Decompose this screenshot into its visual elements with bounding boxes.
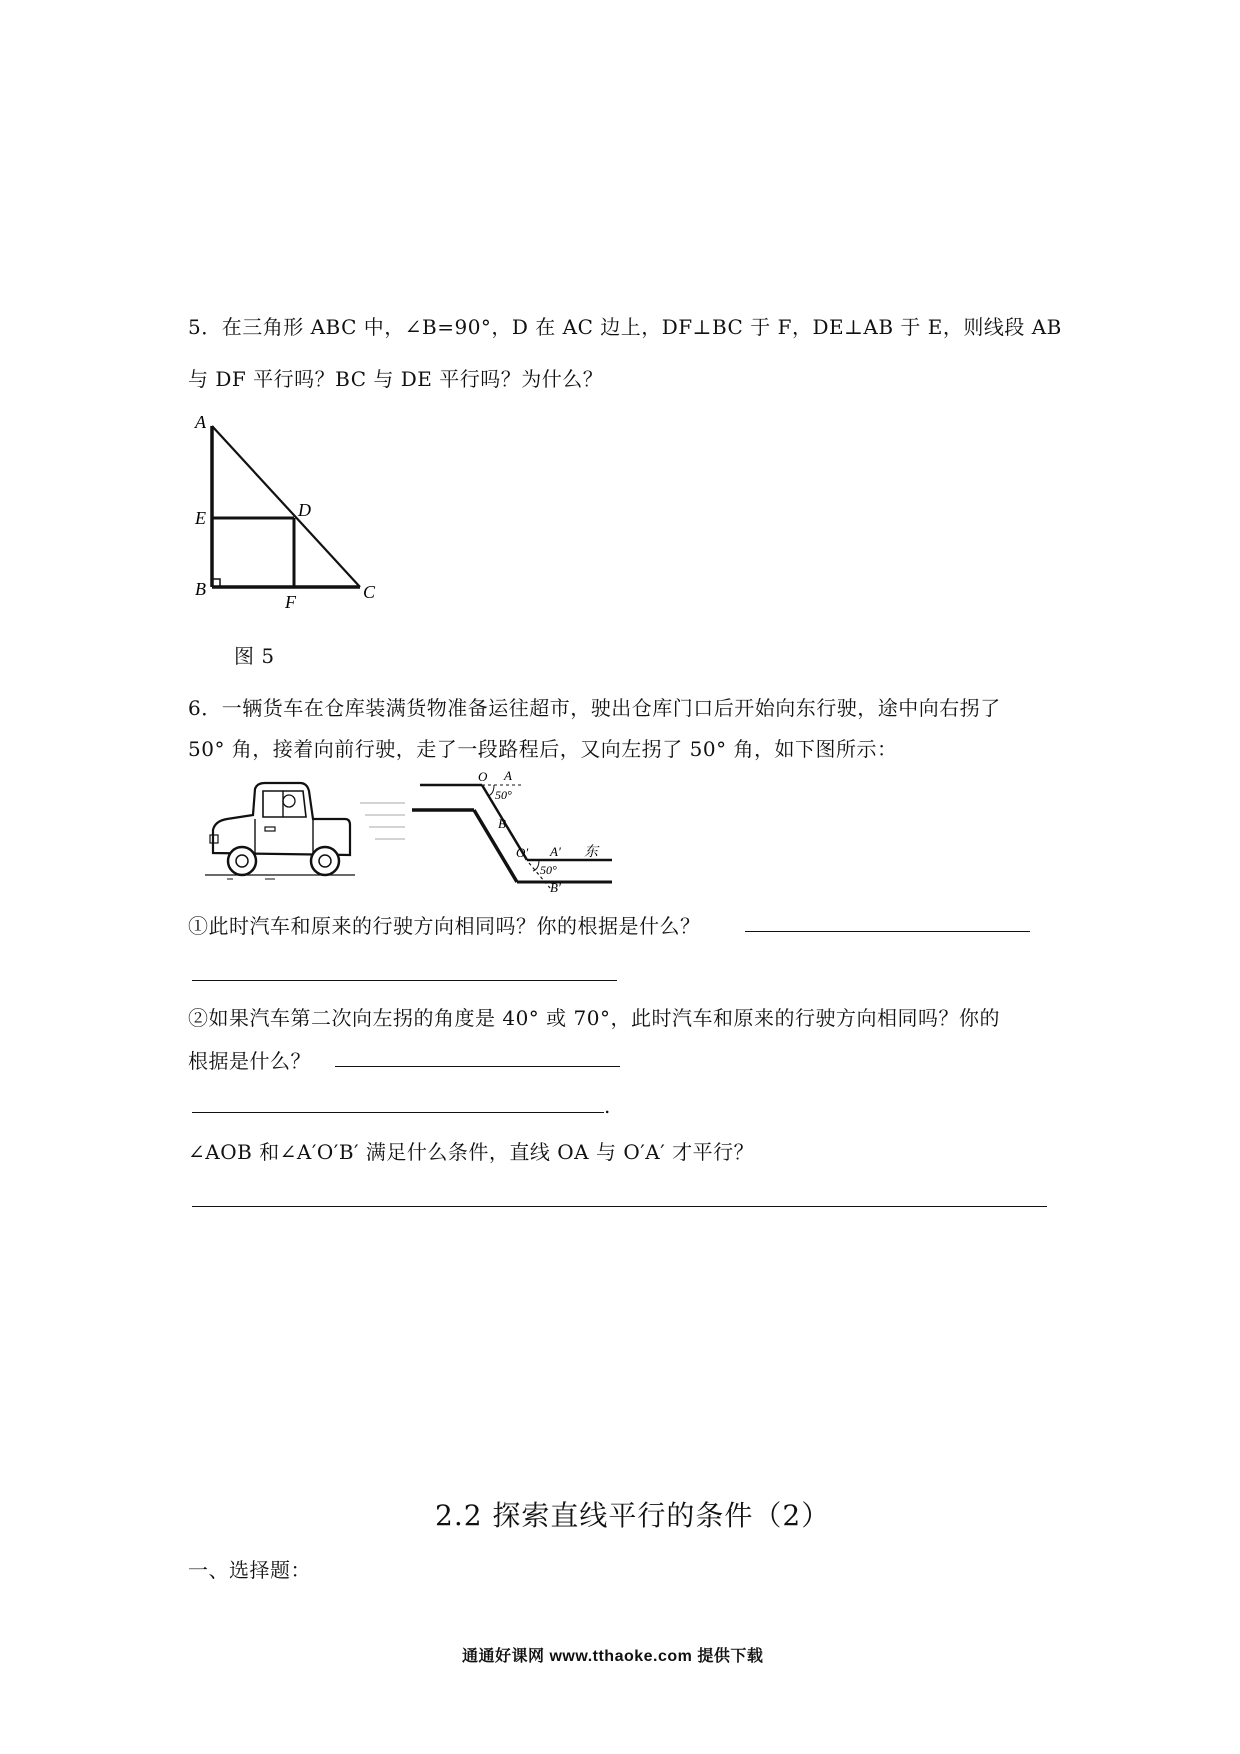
answer-blank-1a[interactable] [745, 931, 1030, 932]
page-footer: 通通好课网 www.tthaoke.com 提供下载 [462, 1648, 764, 1665]
answer-blank-3[interactable] [192, 1206, 1047, 1207]
section-heading: 一、选择题： [188, 1558, 311, 1582]
q6-sub1-text: ①此时汽车和原来的行驶方向相同吗？你的根据是什么？ [188, 914, 701, 938]
label-o-prime: O′ [516, 845, 529, 860]
label-b: B [498, 816, 506, 831]
q6-text-line1: 6．一辆货车在仓库装满货物准备运往超市，驶出仓库门口后开始向东行驶，途中向右拐了 [188, 696, 1001, 720]
label-a: A [504, 768, 512, 783]
answer-blank-2b[interactable] [192, 1112, 604, 1113]
label-d: D [298, 500, 311, 520]
truck-illustration [205, 775, 360, 885]
road-turn-diagram [412, 768, 622, 893]
answer-blank-1b[interactable] [192, 980, 617, 981]
q6-sub3-text: ∠AOB 和∠A′O′B′ 满足什么条件，直线 OA 与 O′A′ 才平行？ [188, 1140, 755, 1164]
q6-text-line2: 50° 角，接着向前行驶，走了一段路程后，又向左拐了 50° 角，如下图所示： [188, 737, 898, 761]
q6-sub2-text-line2: 根据是什么？ [188, 1049, 311, 1073]
label-e: E [195, 508, 206, 528]
label-a-prime: A′ [550, 844, 561, 859]
label-a: A [195, 412, 206, 432]
road-diag-lower [474, 810, 517, 882]
label-o: O [478, 769, 488, 784]
label-b: B [195, 579, 206, 599]
label-c: C [363, 582, 376, 602]
answer-period: . [604, 1094, 611, 1118]
q5-text-line1: 5．在三角形 ABC 中，∠B=90°，D 在 AC 边上，DF⊥BC 于 F，DE⊥AB 于 E，则线段 AB [188, 315, 1062, 339]
label-east: 东 [584, 845, 598, 860]
segment-ac [212, 426, 360, 587]
label-f: F [285, 592, 296, 610]
motion-lines [355, 795, 410, 855]
angle-label-2: 50° [540, 863, 557, 877]
answer-blank-2a[interactable] [335, 1066, 620, 1067]
q5-text-line2: 与 DF 平行吗？BC 与 DE 平行吗？为什么？ [188, 367, 604, 391]
angle-label-1: 50° [495, 788, 512, 802]
label-b-prime: B′ [550, 880, 561, 893]
q6-sub2-text-line1: ②如果汽车第二次向左拐的角度是 40° 或 70°，此时汽车和原来的行驶方向相同吗？你的 [188, 1006, 1000, 1030]
section-title: 2.2 探索直线平行的条件（2） [435, 1499, 831, 1532]
figure-5-caption: 图 5 [234, 644, 275, 668]
figure-5-triangle [190, 410, 390, 610]
